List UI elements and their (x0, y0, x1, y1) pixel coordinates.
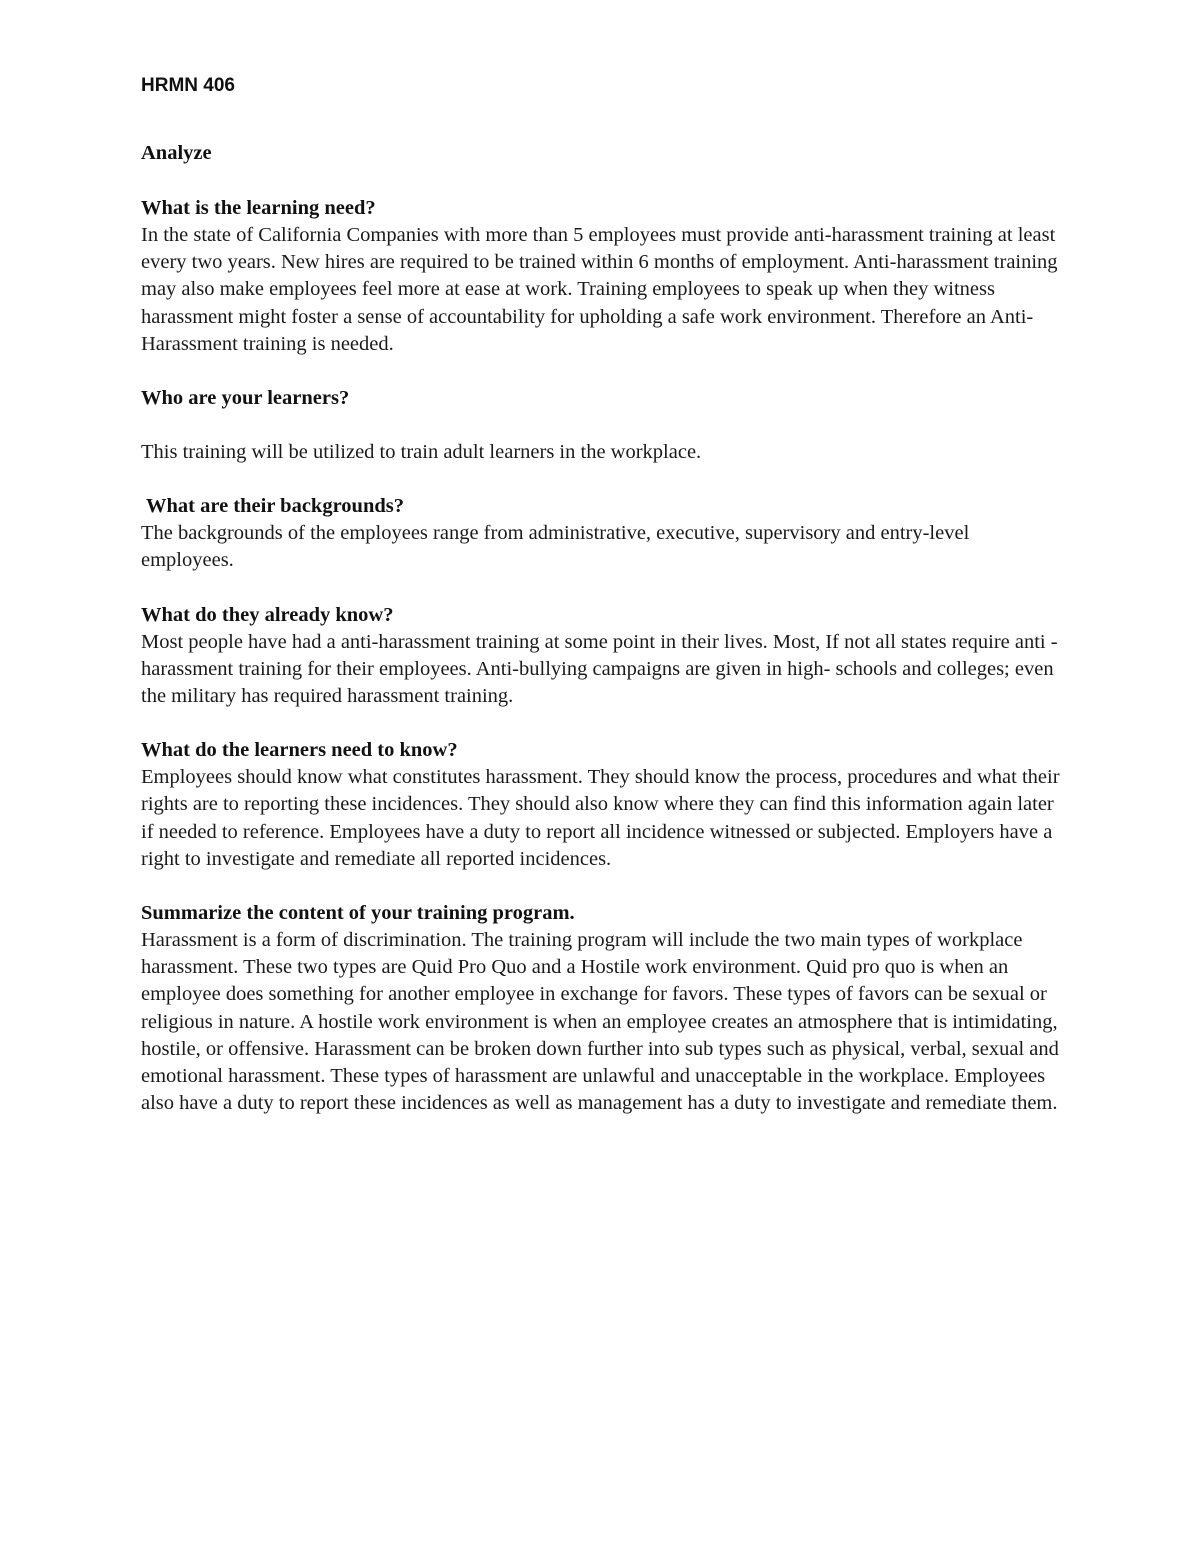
content-summary-heading: Summarize the content of your training program. (141, 902, 575, 925)
phase-heading: Analyze (141, 142, 212, 164)
content-summary-text: Harassment is a form of discrimination. The training program will include the two main types of workplace harassment. These two types are Quid Pro Quo and a Hostile work environment. Quid pro quo is when an employee does something for another employee in exchange for favors. These types of favors can be sexual or religious in nature. A hostile work environment is when an employee creates an atmosphere that is intimidating, hostile, or offensive. Harassment can be broken down further into sub types such as physical, verbal, sexual and emotional harassment. These types of harassment are unlawful and unacceptable in the workplace. Employees also have a duty to report these incidences as well as management has a duty to investigate and remediate them. (141, 929, 1059, 1115)
prior-knowledge-text: Most people have had a anti-harassment training at some point in their lives. Most, If not all states require anti -harassment training for their employees. Anti-bullying campaigns are given in high- schools and colleges; even the military has required harassment training. (141, 630, 1058, 708)
need-to-know-text: Employees should know what constitutes harassment. They should know the process, procedures and what their rights are to reporting these incidences. They should also know where they can find this information again later if needed to reference. Employees have a duty to report all incidence witnessed or subjected. Employers have a right to investigate and remediate all reported incidences. (141, 766, 1060, 870)
prior-knowledge-heading: What do they already know? (141, 603, 394, 626)
document-body (141, 72, 1066, 1117)
backgrounds-text: The backgrounds of the employees range from administrative, executive, supervisory and entry-level employees. (141, 522, 970, 572)
learning-need-heading: What is the learning need? (141, 197, 376, 219)
learners-text: This training will be utilized to train adult learners in the workplace. (141, 441, 702, 464)
need-to-know-heading: What do the learners need to know? (141, 739, 458, 762)
course-title: HRMN 406 (141, 75, 235, 96)
learning-need-text: In the state of California Companies with more than 5 employees must provide anti-harassment training at least every two years. New hires are required to be trained within 6 months of employment. Anti-harassment training may also make employees feel more at ease at work. Training employees to speak up when they witness harassment might foster a sense of accountability for upholding a safe work environment. Therefore an Anti-Harassment training is needed. (141, 224, 1058, 355)
backgrounds-heading: What are their backgrounds? (146, 495, 404, 518)
learners-heading: Who are your learners? (141, 387, 350, 410)
